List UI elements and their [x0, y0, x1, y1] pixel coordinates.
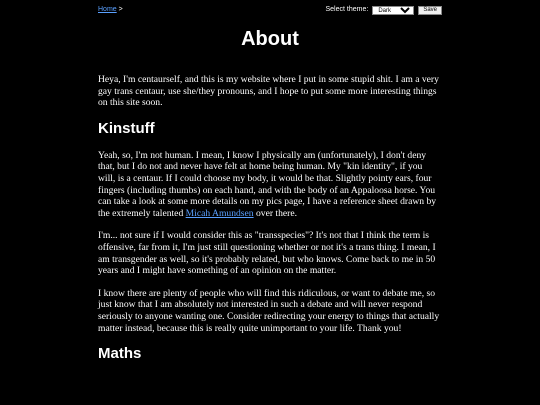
micah-amundsen-link[interactable]: Micah Amundsen — [185, 207, 254, 219]
kinstuff-heading: Kinstuff — [98, 119, 155, 137]
theme-selector — [326, 5, 443, 15]
intro-paragraph: Heya, I'm centaurself, and this is my website where I put in some stupid shit. I am a very gay trans centaur, use she/they pronouns, and I hope to put some more interesting things on this site soon. — [98, 74, 439, 109]
page-title: About — [241, 28, 299, 50]
main-content — [98, 74, 442, 375]
theme-label: Select theme: — [325, 6, 369, 13]
theme-select[interactable] — [372, 6, 414, 15]
save-button[interactable]: Save — [418, 6, 442, 15]
maths-heading: Maths — [98, 345, 142, 363]
home-link[interactable]: Home — [98, 6, 117, 13]
kinstuff-paragraph-2: I'm... not sure if I would consider this as "transspecies"? It's not that I think the term is offensive, far from it, I'm just still questioning whether or not it's a trans thing. I mean, I am transgender as well, so it's probably related, but who knows. Come back to me in 50 years and I might have something of an opinion on the matter. — [98, 230, 436, 277]
breadcrumb-separator: > — [118, 6, 123, 13]
kinstuff-p1-text-after: over there. — [253, 207, 298, 219]
kinstuff-paragraph-3: I know there are plenty of people who will find this ridiculous, or want to debate me, so just know that I am absolutely not interested in such a debate and will never respond seriously to anyone wanting one. Consider redirecting your energy to things that actually matter instead, because this is really quite unimportant to your life. Thank you! — [98, 287, 440, 334]
kinstuff-paragraph-1 — [98, 150, 442, 220]
top-bar — [98, 5, 442, 15]
kinstuff-p1-text-before: Yeah, so, I'm not human. I mean, I know I physically am (unfortunately), I don't deny that, but I do not and never have felt at home being human. My "kin identity", if you will, is a centaur. If I could choose my body, it would be that. Slightly pointy ears, four fingers (including thumbs) on each hand, and with the body of an Appaloosa horse. You can take a look at some more details on my pics page, I have a reference sheet drawn by the extremely talented — [98, 149, 437, 219]
breadcrumb — [98, 5, 123, 15]
